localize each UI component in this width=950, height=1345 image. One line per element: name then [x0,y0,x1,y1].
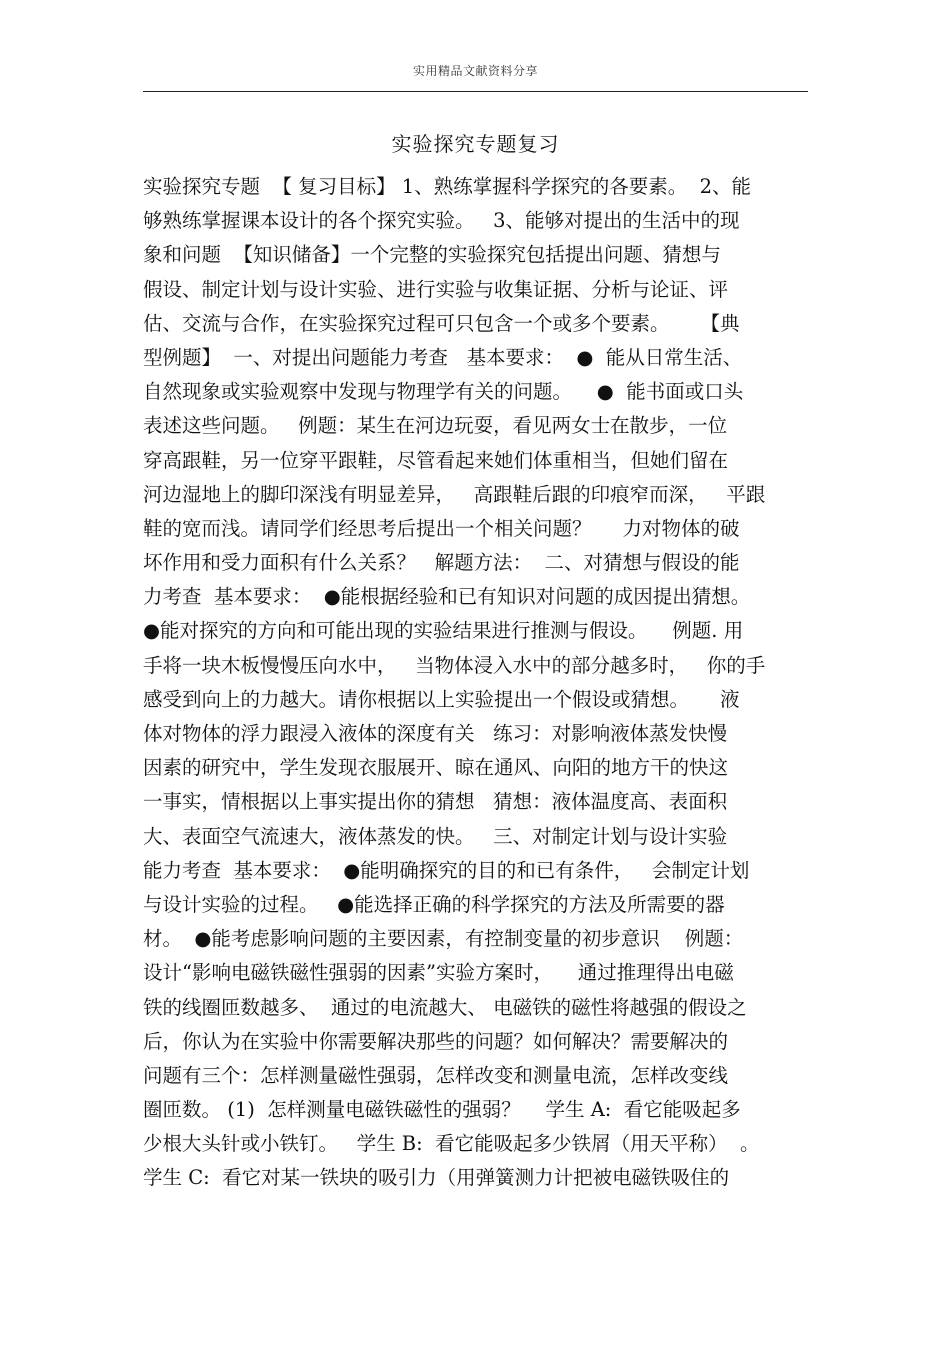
body-line: 假设、制定计划与设计实验、进行实验与收集证据、分析与论证、评 [143,277,729,301]
body-line: 自然现象或实验观察中发现与物理学有关的问题。 ● 能书面或口头 [143,380,744,404]
body-line: 实验探究专题 【 复习目标】 1、熟练掌握科学探究的各要素。 2、能 [143,175,752,198]
running-header: 实用精品文献资料分享 [412,64,538,78]
body-line: 鞋的宽而浅。请同学们经思考后提出一个相关问题？ 力对物体的破 [143,516,740,540]
body-line: 型例题】 一、对提出问题能力考查 基本要求： ● 能从日常生活、 [143,345,743,369]
body-line: 感受到向上的力越大。请你根据以上实验提出一个假设或猜想。 液 [143,687,740,711]
body-line: 手将一块木板慢慢压向水中， 当物体浸入水中的部分越多时， 你的手 [143,653,766,677]
body-line: ●能对探究的方向和可能出现的实验结果进行推测与假设。 例题. 用 [143,619,744,643]
body-line: 表述这些问题。 例题：某生在河边玩耍，看见两女士在散步，一位 [143,414,728,438]
body-line: 穿高跟鞋，另一位穿平跟鞋，尽管看起来她们体重相当，但她们留在 [143,448,729,472]
body-line: 力考查 基本要求： ●能根据经验和已有知识对问题的成因提出猜想。 [143,585,751,609]
body-line: 因素的研究中，学生发现衣服展开、晾在通风、向阳的地方干的快这 [143,756,729,780]
body-line: 大、表面空气流速大，液体蒸发的快。 三、对制定计划与设计实验 [143,824,728,848]
document-title: 实验探究专题复习 [391,132,560,156]
body-line: 能力考查 基本要求： ●能明确探究的目的和已有条件， 会制定计划 [143,858,750,882]
document-body [143,170,808,1196]
body-line: 坏作用和受力面积有什么关系？ 解题方法： 二、对猜想与假设的能 [143,551,740,575]
header-divider [143,91,808,92]
body-line: 问题有三个：怎样测量磁性强弱，怎样改变和测量电流，怎样改变线 [143,1063,729,1087]
body-line: 圈匝数。 (1) 怎样测量电磁铁磁性的强弱？ 学生 A: 看它能吸起多 [143,1098,741,1122]
body-line: 够熟练掌握课本设计的各个探究实验。 3、能够对提出的生活中的现 [143,209,740,233]
body-line: 设计“影响电磁铁磁性强弱的因素”实验方案时， 通过推理得出电磁 [143,961,734,985]
body-line: 少根大头针或小铁钉。 学生 B: 看它能吸起多少铁屑（用天平称） 。 [143,1132,760,1156]
body-line: 估、交流与合作，在实验探究过程可只包含一个或多个要素。 【典 [143,311,740,335]
body-line: 与设计实验的过程。 ●能选择正确的科学探究的方法及所需要的器 [143,892,725,916]
body-line: 一事实，情根据以上事实提出你的猜想 猜想：液体温度高、表面积 [143,790,728,814]
body-line: 象和问题 【知识储备】一个完整的实验探究包括提出问题、猜想与 [143,243,721,267]
body-line: 学生 C: 看它对某一铁块的吸引力（用弹簧测力计把被电磁铁吸住的 [143,1166,730,1190]
body-line: 后，你认为在实验中你需要解决那些的问题？如何解决？需要解决的 [143,1029,729,1053]
body-line: 铁的线圈匝数越多、 通过的电流越大、 电磁铁的磁性将越强的假设之 [143,995,747,1019]
body-line: 材。 ●能考虑影响问题的主要因素，有控制变量的初步意识 例题： [143,927,744,951]
body-line: 河边湿地上的脚印深浅有明显差异， 高跟鞋后跟的印痕窄而深， 平跟 [143,482,766,506]
body-line: 体对物体的浮力跟浸入液体的深度有关 练习：对影响液体蒸发快慢 [143,722,728,745]
